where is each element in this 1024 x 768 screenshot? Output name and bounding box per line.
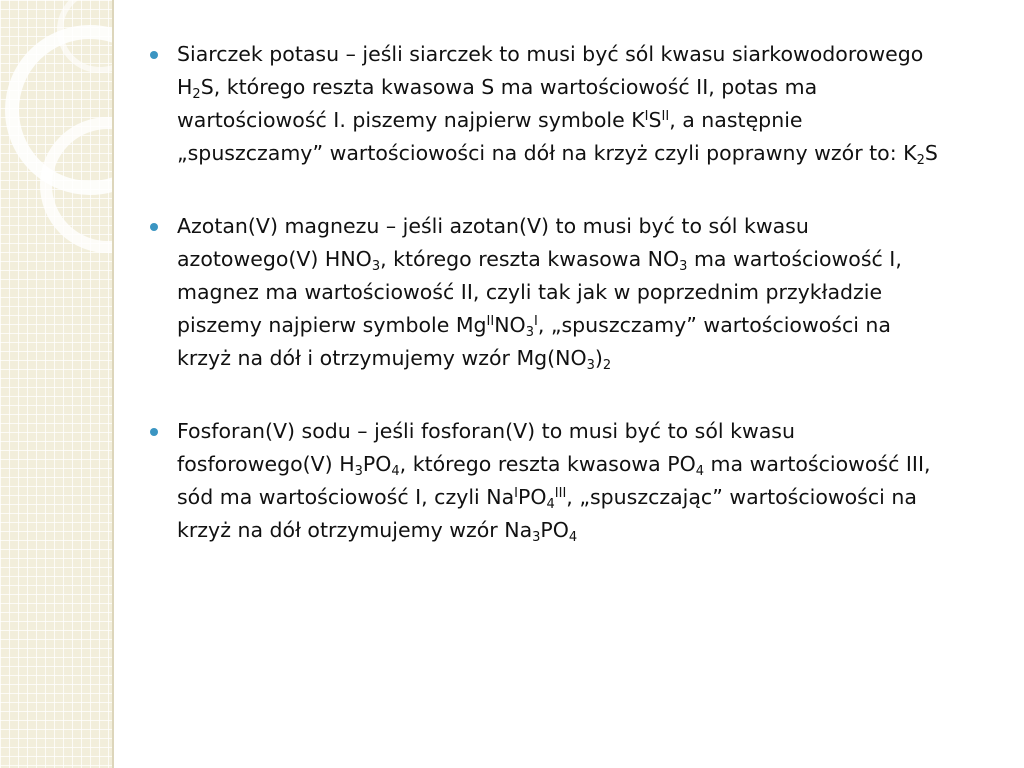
subscript-text: 3 [354, 464, 363, 479]
bullet-dot-icon [150, 428, 158, 436]
text-run: PO [540, 518, 569, 542]
text-run: S [648, 108, 662, 132]
text-run: Siarczek potasu – jeśli siarczek to musi być sól kwasu siarkowodorowego H [177, 42, 924, 99]
subscript-text: 2 [192, 87, 201, 102]
text-run: ) [594, 346, 603, 370]
subscript-text: 3 [371, 259, 381, 274]
bullet-item [150, 210, 950, 375]
superscript-text: II [661, 109, 670, 124]
text-run: , którego reszta kwasowa PO [399, 452, 696, 476]
superscript-text: I [533, 314, 538, 329]
text-run: , „spuszczając” wartościowości na krzyż na dół otrzymujemy wzór Na [177, 485, 917, 542]
slide-content [150, 38, 950, 587]
text-run: Azotan(V) magnezu – jeśli azotan(V) to musi być to sól kwasu azotowego(V) HNO [177, 214, 809, 271]
bullet-dot-icon [150, 223, 158, 231]
subscript-text: 4 [391, 464, 400, 479]
decorative-circles-graphic [0, 0, 112, 768]
text-run: S, którego reszta kwasowa S ma wartościowość II, potas ma wartościowość I. piszemy najpierw symbole K [177, 75, 818, 132]
text-run: ma wartościowość I, magnez ma wartościowość II, czyli tak jak w poprzednim przykładzie piszemy najpierw symbole Mg [177, 247, 902, 337]
superscript-text: II [486, 314, 495, 329]
subscript-text: 3 [525, 325, 534, 340]
text-run: Fosforan(V) sodu – jeśli fosforan(V) to musi być to sól kwasu fosforowego(V) H [177, 419, 795, 476]
bullet-text [177, 419, 931, 545]
subscript-text: 4 [695, 464, 705, 479]
subscript-text: 4 [568, 530, 578, 545]
text-run: PO [518, 485, 547, 509]
bullet-text [177, 214, 902, 373]
subscript-text: 3 [679, 259, 688, 274]
subscript-text: 3 [586, 358, 595, 373]
decorative-circle-large [12, 32, 112, 188]
text-run: , którego reszta kwasowa NO [380, 247, 680, 271]
bullet-text [177, 42, 938, 168]
subscript-text: 2 [602, 358, 612, 373]
subscript-text: 4 [546, 497, 555, 512]
text-run: , a następnie „spuszczamy” wartościowości na dół na krzyż czyli poprawny wzór to: K [177, 108, 917, 165]
text-run: PO [362, 452, 392, 476]
decorative-side-panel [0, 0, 112, 768]
text-run: , „spuszczamy” wartościowości na krzyż na dół i otrzymujemy wzór Mg(NO [177, 313, 891, 370]
superscript-text: I [644, 109, 649, 124]
text-run: NO [494, 313, 526, 337]
bullet-item [150, 415, 950, 547]
bullet-dot-icon [150, 51, 158, 59]
superscript-text: I [514, 486, 518, 501]
superscript-text: III [554, 486, 567, 501]
text-run: ma wartościowość III, sód ma wartościowość I, czyli Na [177, 452, 931, 509]
subscript-text: 3 [532, 530, 541, 545]
subscript-text: 2 [916, 153, 925, 168]
bullet-item [150, 38, 950, 170]
text-run: S [924, 141, 938, 165]
panel-divider [112, 0, 114, 768]
